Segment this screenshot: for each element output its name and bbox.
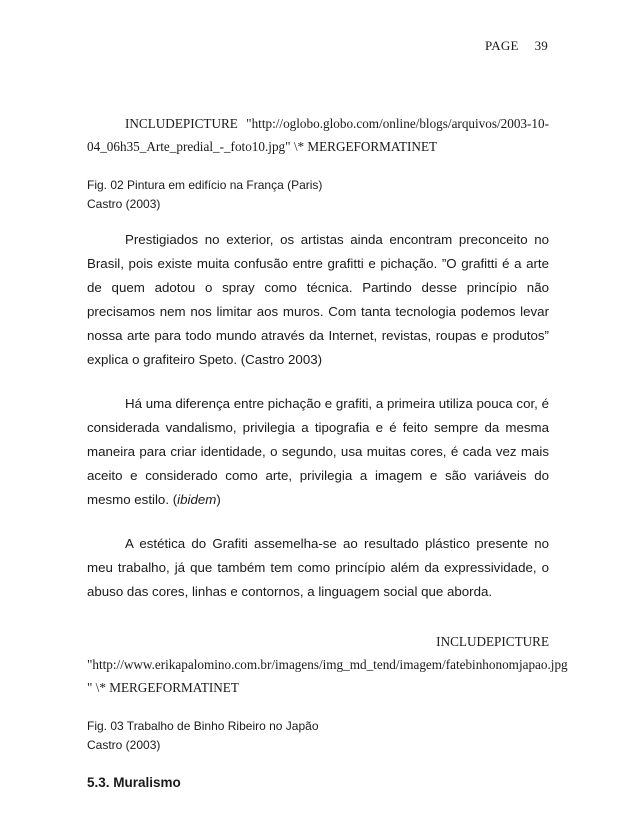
page-header bbox=[485, 38, 548, 54]
paragraph-2 bbox=[87, 392, 549, 512]
include-picture-field-2-line-1: INCLUDEPICTURE bbox=[436, 634, 549, 649]
paragraph-1: Prestigiados no exterior, os artistas ainda encontram preconceito no Brasil, pois existe muita confusão entre grafitti e pichação. ”O grafitti é a arte de quem adotou o spray como técnica. Partindo desse princípio não precisamos nem nos limitar aos muros. Com tanta tecnologia podemos levar nossa arte para todo mundo através da Internet, revistas, roupas e produtos” explica o grafiteiro Speto. (Castro 2003) bbox=[87, 232, 549, 367]
include-picture-field-1: INCLUDEPICTURE "http://oglobo.globo.com/online/blogs/arquivos/2003-10-04_06h35_Arte_predial_-_foto10.jpg" \* MERGEFORMATINET bbox=[87, 116, 549, 154]
page-number: 39 bbox=[534, 38, 548, 53]
figure-caption-2 bbox=[87, 717, 549, 755]
page-label: PAGE bbox=[485, 38, 519, 53]
paragraph-3: A estética do Grafiti assemelha-se ao resultado plástico presente no meu trabalho, já que também tem como princípio além da expressividade, o abuso das cores, linhas e contornos, a linguagem social que aborda. bbox=[87, 536, 549, 599]
section-heading: 5.3. Muralismo bbox=[87, 775, 181, 790]
figure-caption-2-title: Fig. 03 Trabalho de Binho Ribeiro no Japão bbox=[87, 719, 319, 733]
paragraph-2-close: ) bbox=[216, 492, 221, 507]
paragraph-2-text: Há uma diferença entre pichação e grafiti, a primeira utiliza pouca cor, é considerada vandalismo, privilegia a tipografia e é feito sempre da mesma maneira para criar identidade, o segundo, usa muitas cores, é cada vez mais aceito e considerado como arte, privilegia a imagem e são variáveis do mesmo estilo. ( bbox=[87, 396, 549, 507]
paragraph-2-ibidem: ibidem bbox=[177, 492, 217, 507]
figure-caption-1-title: Fig. 02 Pintura em edifício na França (Paris) bbox=[87, 178, 323, 192]
page-content bbox=[87, 112, 568, 790]
include-picture-field-2-line-2: "http://www.erikapalomino.com.br/imagens/img_md_tend/imagem/fatebinhonomjapao.jpg bbox=[87, 657, 568, 672]
include-picture-field-2 bbox=[87, 630, 568, 699]
include-picture-field-2-line-3: " \* MERGEFORMATINET bbox=[87, 680, 239, 695]
figure-caption-1 bbox=[87, 176, 549, 214]
figure-caption-2-source: Castro (2003) bbox=[87, 738, 161, 752]
figure-caption-1-source: Castro (2003) bbox=[87, 197, 161, 211]
